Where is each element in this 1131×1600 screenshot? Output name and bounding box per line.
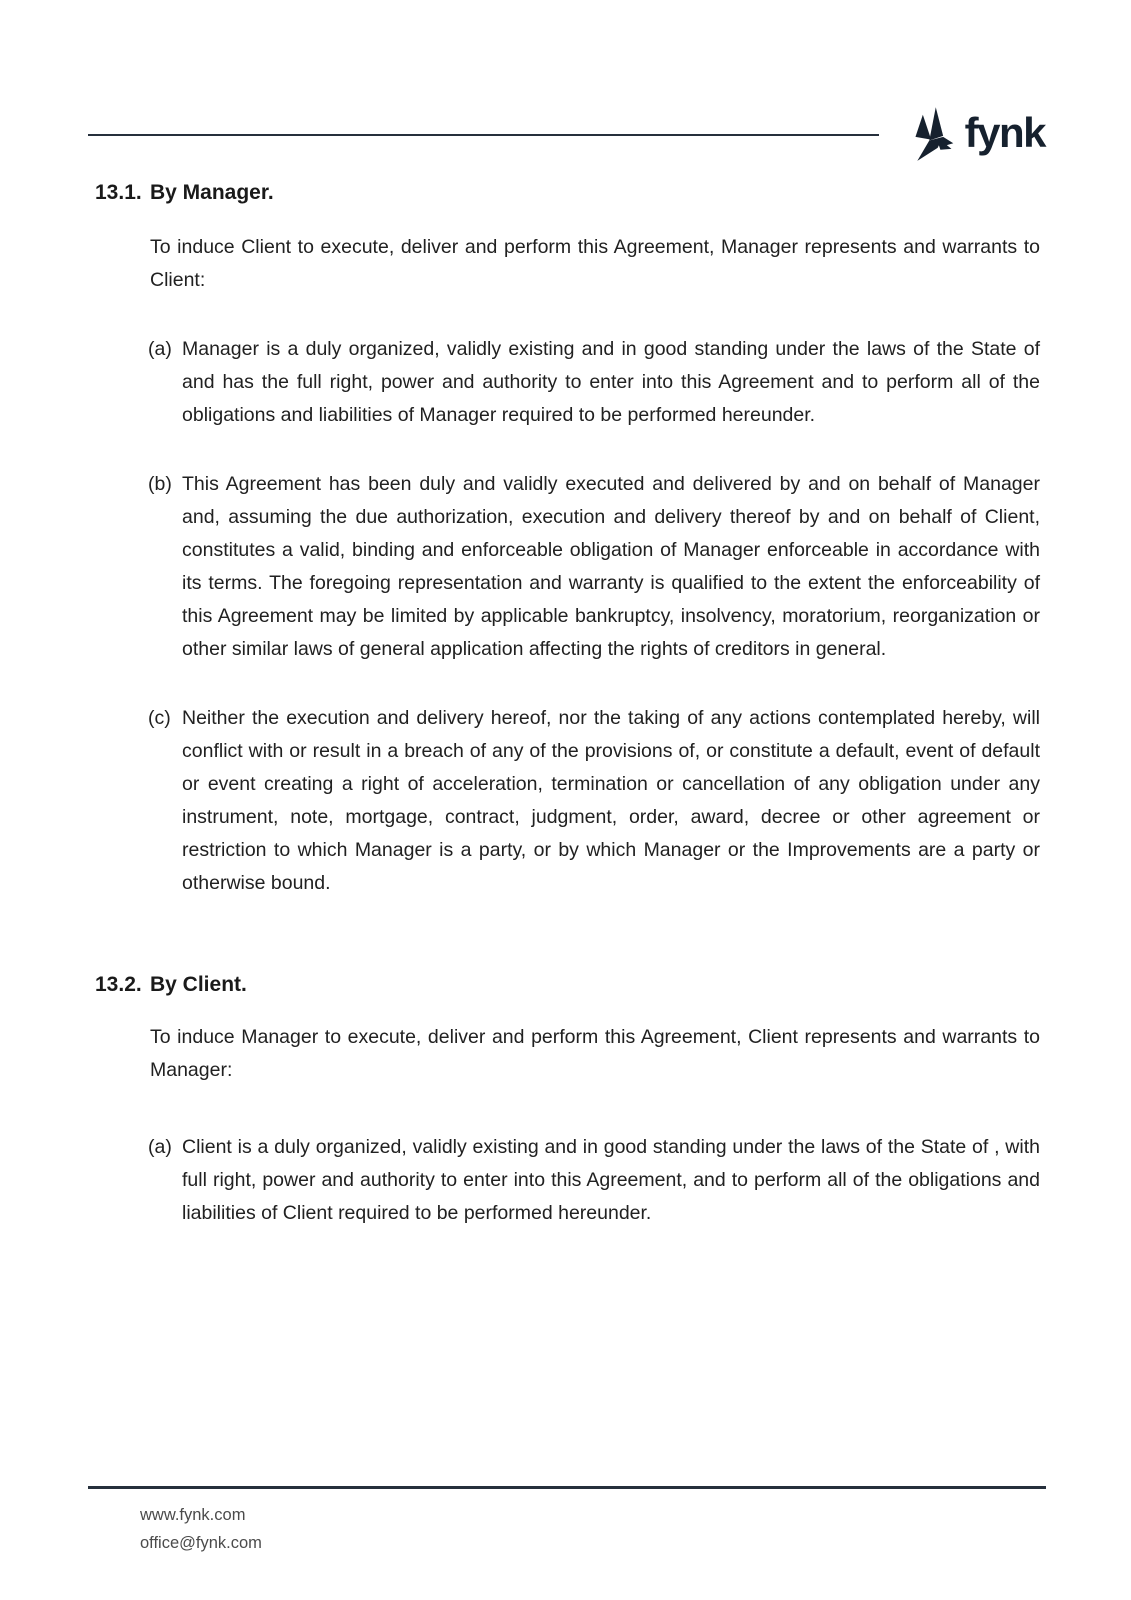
list-marker: (b) xyxy=(148,473,172,495)
section-title: By Client. xyxy=(150,973,247,996)
list-marker: (c) xyxy=(148,707,171,729)
section-title: By Manager. xyxy=(150,181,274,204)
list-marker: (a) xyxy=(148,1136,172,1158)
section-heading xyxy=(95,970,1040,1000)
section-heading xyxy=(95,178,1040,208)
section-by-manager xyxy=(95,178,1040,900)
document-body xyxy=(95,178,1040,1230)
list-item-text: Neither the execution and delivery hereof, nor the taking of any actions contemplated hereby, will conflict with or result in a breach of any of the provisions of, or constitute a default, event of default or event creating a right of acceleration, termination or cancellation of any obligation under any instrument, note, mortgage, contract, judgment, order, award, decree or other agreement or restriction to which Manager is a party, or by which Manager or the Improvements are a party or otherwise bound. xyxy=(182,707,1040,894)
list-item-c xyxy=(148,702,1040,900)
fynk-logo xyxy=(909,104,1045,166)
list-marker: (a) xyxy=(148,338,172,360)
footer-divider xyxy=(88,1486,1046,1489)
page-header xyxy=(88,85,1045,185)
footer-email: office@fynk.com xyxy=(140,1534,262,1552)
header-divider xyxy=(88,134,879,136)
footer-website: www.fynk.com xyxy=(140,1506,246,1524)
section-number: 13.2. xyxy=(95,973,142,996)
list-item-b xyxy=(148,468,1040,666)
section-number: 13.1. xyxy=(95,181,142,204)
section-intro-paragraph: To induce Manager to execute, deliver and perform this Agreement, Client represents and warrants to Manager: xyxy=(150,1026,1040,1081)
origami-crane-icon xyxy=(909,104,957,166)
section-intro-paragraph: To induce Client to execute, deliver and perform this Agreement, Manager represents and warrants to Client: xyxy=(150,236,1040,291)
page-footer xyxy=(88,1486,1046,1557)
footer-contact xyxy=(140,1501,1046,1557)
list-item-text: Client is a duly organized, validly existing and in good standing under the laws of the State of , with full right, power and authority to enter into this Agreement, and to perform all of the obligations and liabilities of Client required to be performed hereunder. xyxy=(182,1136,1040,1224)
list-item-a xyxy=(148,1131,1040,1230)
list-item-a xyxy=(148,333,1040,432)
list-item-text: Manager is a duly organized, validly existing and in good standing under the laws of the State of and has the full right, power and authority to enter into this Agreement and to perform all of the obligations and liabilities of Manager required to be performed hereunder. xyxy=(182,338,1040,426)
list-item-text: This Agreement has been duly and validly executed and delivered by and on behalf of Manager and, assuming the due authorization, execution and delivery thereof by and on behalf of Client, constitutes a valid, binding and enforceable obligation of Manager enforceable in accordance with its terms. The foregoing representation and warranty is qualified to the extent the enforceability of this Agreement may be limited by applicable bankruptcy, insolvency, moratorium, reorganization or other similar laws of general application affecting the rights of creditors in general. xyxy=(182,473,1040,660)
section-by-client xyxy=(95,970,1040,1230)
brand-wordmark: fynk xyxy=(964,109,1045,156)
